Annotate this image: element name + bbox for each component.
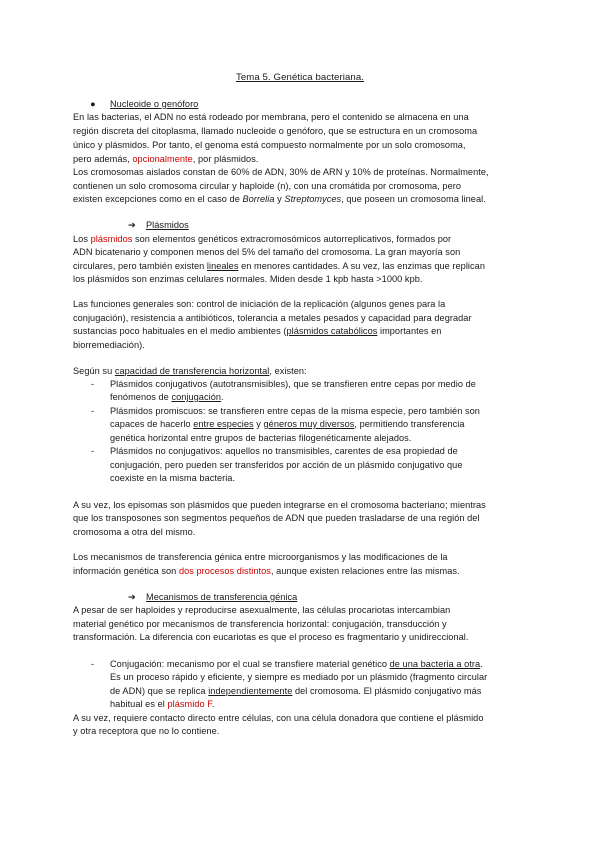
list-item: coexiste en la misma bacteria. bbox=[110, 473, 236, 483]
paragraph-line: Los cromosomas aislados constan de 60% de ADN, 30% de ARN y 10% de proteínas. Normalmente, bbox=[73, 167, 489, 177]
list-item: Plásmidos conjugativos (autotransmisibles), que se transfieren entre cepas por medio de bbox=[110, 379, 476, 389]
paragraph-line: Los plásmidos son elementos genéticos extracromosómicos autorreplicativos, formados por bbox=[73, 234, 452, 244]
section-heading-nucleoide: ● Nucleoide o genóforo bbox=[90, 99, 199, 109]
document-title: Tema 5. Genética bacteriana. bbox=[235, 72, 365, 83]
paragraph-line: único y plásmidos. Por tanto, el genoma está compuesto normalmente por un solo cromosoma, bbox=[73, 140, 466, 150]
highlight-text: opcionalmente bbox=[132, 154, 193, 164]
list-item: Plásmidos no conjugativos: aquellos no transmisibles, carentes de esa propiedad de bbox=[110, 446, 458, 456]
paragraph-line: circulares, pero también existen lineales en menores cantidades. A su vez, las enzimas que replican bbox=[73, 261, 485, 271]
list-item: Conjugación: mecanismo por el cual se transfiere material genético de una bacteria a otra. bbox=[110, 659, 483, 669]
section-heading-mecanismos: ➔ Mecanismos de transferencia génica bbox=[128, 592, 298, 602]
list-item: fenómenos de conjugación. bbox=[110, 392, 224, 402]
list-item: conjugación, pero pueden ser transferidos por acción de un plásmido conjugativo que bbox=[110, 460, 463, 470]
list-dash: - bbox=[91, 379, 95, 389]
paragraph-line: Los mecanismos de transferencia génica entre microorganismos y las modificaciones de la bbox=[73, 552, 448, 562]
list-item: Es un proceso rápido y eficiente, y siempre es mediado por un plásmido (fragmento circular bbox=[110, 672, 488, 682]
list-dash: - bbox=[91, 446, 95, 456]
paragraph-line: conjugación), resistencia a antibióticos, tolerancia a metales pesados y capacidad para degradar bbox=[73, 313, 472, 323]
arrow-right-icon: ➔ bbox=[128, 220, 136, 230]
list-item: de ADN) que se replica independientemente del cromosoma. El plásmido conjugativo más bbox=[110, 686, 482, 696]
arrow-right-icon: ➔ bbox=[128, 592, 136, 602]
paragraph-line: Las funciones generales son: control de iniciación de la replicación (algunos genes para la bbox=[73, 299, 446, 309]
list-item: capaces de hacerlo entre especies y géneros muy diversos, permitiendo transferencia bbox=[110, 419, 465, 429]
list-dash: - bbox=[91, 406, 95, 416]
list-item: Plásmidos promiscuos: se transfieren entre cepas de la misma especie, pero también son bbox=[110, 406, 480, 416]
paragraph-line: biorremediación). bbox=[73, 340, 145, 350]
list-dash: - bbox=[91, 659, 95, 669]
section-heading-plasmidos: ➔ Plásmidos bbox=[128, 220, 189, 230]
highlight-text: plásmidos bbox=[90, 234, 133, 244]
paragraph-line: A su vez, requiere contacto directo entre células, con una célula donadora que contiene el plásmido bbox=[73, 713, 484, 723]
paragraph-line: A pesar de ser haploides y reproducirse asexualmente, las células procariotas intercambian bbox=[73, 605, 451, 615]
bullet-icon: ● bbox=[90, 99, 96, 109]
list-item: genética horizontal entre grupos de bacterias filogenéticamente alejados. bbox=[110, 433, 412, 443]
paragraph-line: y otra receptora que no lo contiene. bbox=[73, 726, 220, 736]
highlight-text: plásmido F bbox=[167, 699, 212, 709]
paragraph-line: sustancias poco habituales en el medio ambientes (plásmidos catabólicos importantes en bbox=[73, 326, 442, 336]
paragraph-line: En las bacterias, el ADN no está rodeado por membrana, pero el contenido se almacena en una bbox=[73, 112, 469, 122]
paragraph-line: ADN bicatenario y componen menos del 5% del tamaño del cromosoma. La gran mayoría son bbox=[73, 247, 461, 257]
list-item: habitual es el plásmido F. bbox=[110, 699, 215, 709]
paragraph-line: región discreta del citoplasma, llamado nucleoide o genóforo, que se estructura en un cromosoma bbox=[73, 126, 478, 136]
paragraph-line: transformación. La diferencia con eucariotas es que el proceso es fragmentario y unidireccional. bbox=[73, 632, 469, 642]
paragraph-line: pero además, opcionalmente, por plásmidos. bbox=[73, 154, 259, 164]
paragraph-line: cromosoma a otra del mismo. bbox=[73, 527, 196, 537]
paragraph-line: los plásmidos son enzimas celulares normales. Miden desde 1 kpb hasta >1000 kpb. bbox=[73, 274, 423, 284]
paragraph-line: información genética son dos procesos distintos, aunque existen relaciones entre las mismas. bbox=[73, 566, 460, 576]
paragraph-line: contienen un solo cromosoma circular y haploide (n), con una cromátida por cromosoma, pero bbox=[73, 181, 462, 191]
paragraph-line: existen excepciones como en el caso de Borrelia y Streptomyces, que poseen un cromosoma lineal. bbox=[73, 194, 486, 204]
paragraph-line: material genético por mecanismos de transferencia horizontal: conjugación, transducción y bbox=[73, 619, 447, 629]
paragraph-line: Según su capacidad de transferencia horizontal, existen: bbox=[73, 366, 307, 376]
paragraph-line: que los transposones son segmentos pequeños de ADN que pueden trasladarse de una región del bbox=[73, 513, 480, 523]
paragraph-line: A su vez, los episomas son plásmidos que pueden integrarse en el cromosoma bacteriano; mientras bbox=[73, 500, 486, 510]
highlight-text: dos procesos distintos bbox=[178, 566, 271, 576]
